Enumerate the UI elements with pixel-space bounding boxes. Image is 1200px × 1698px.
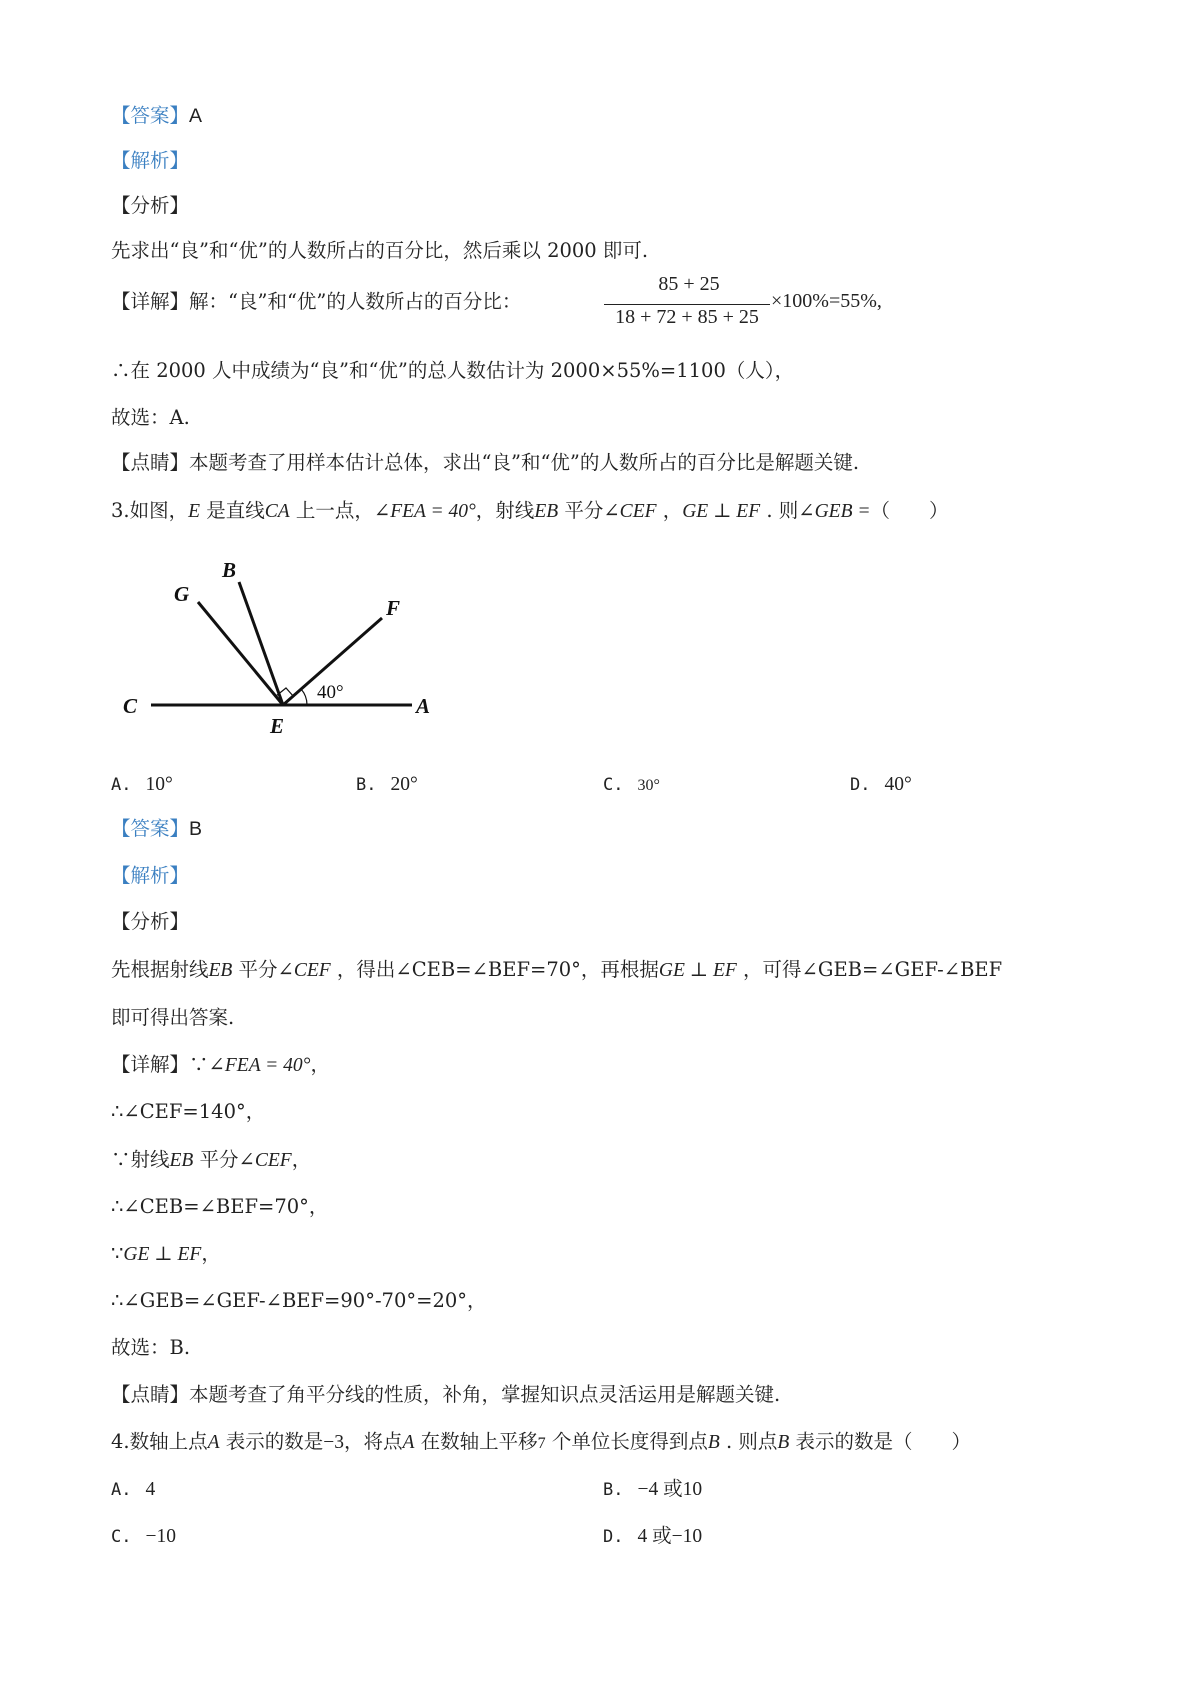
option-label: D. xyxy=(850,775,871,795)
dianjing-text: 本题考查了用样本估计总体，求出“良”和“优”的人数所占的百分比是解题关键. xyxy=(189,451,860,474)
label-C: C xyxy=(123,694,138,718)
stem-text: . 则点 xyxy=(719,1430,778,1453)
fenxi-text: 平分 xyxy=(232,958,278,981)
label-E: E xyxy=(270,714,285,738)
answer-value: A xyxy=(189,105,203,127)
answer-tag: 【答案】 xyxy=(111,817,190,840)
q3-stem-prefix: 3.如图， xyxy=(111,499,189,522)
q3-choice: 故选：B. xyxy=(111,1336,191,1359)
math-angle-cef: ∠CEF xyxy=(277,960,331,981)
stem-text: 个单位长度得到点 xyxy=(545,1430,708,1453)
option-label: D. xyxy=(603,1527,624,1547)
ray-eb xyxy=(239,582,283,705)
stem-text: ，射线 xyxy=(475,499,535,522)
option-value: 4 或−10 xyxy=(637,1526,703,1547)
fraction-denominator: 18 + 72 + 85 + 25 xyxy=(615,306,759,328)
fenxi-text: ，可得∠GEB=∠GEF-∠BEF xyxy=(736,958,1003,981)
fenxi-text: 先求出“良”和“优”的人数所占的百分比，然后乘以 2000 即可. xyxy=(111,239,649,262)
option-value: 10° xyxy=(145,774,173,795)
option-value: 20° xyxy=(390,774,418,795)
stem-text: （ ） xyxy=(870,499,949,522)
label-B: B xyxy=(222,558,237,582)
stem-text: 上一点， xyxy=(289,499,374,522)
math-angle-fea: ∠FEA = 40° xyxy=(373,501,476,522)
xiangjie-line xyxy=(111,288,521,316)
step-text: ， xyxy=(201,1242,221,1265)
fraction-tail: ×100%=55%, xyxy=(771,290,882,312)
math-B: B xyxy=(777,1432,790,1453)
angle-arc xyxy=(301,689,307,705)
q3-step5 xyxy=(111,1240,221,1269)
option-value: 4 xyxy=(145,1479,156,1500)
fenxi-text: 先根据射线 xyxy=(111,958,209,981)
option-value: −4 或10 xyxy=(637,1479,703,1500)
dianjing-tag: 【点睛】 xyxy=(111,451,190,474)
angle-label: 40° xyxy=(317,682,344,703)
q4-option-c[interactable] xyxy=(111,1522,176,1551)
q4-stem xyxy=(111,1428,971,1458)
math-CA: CA xyxy=(264,501,290,522)
math-7: 7 xyxy=(537,1435,546,1452)
dianjing-text: 本题考查了角平分线的性质，补角，掌握知识点灵活运用是解题关键. xyxy=(189,1383,781,1406)
step-text: ∵ xyxy=(189,1053,209,1076)
stem-text: 表示的数是（ ） xyxy=(789,1430,971,1453)
math-perp: GE ⊥ EF xyxy=(682,501,761,522)
fraction-bar xyxy=(604,304,770,305)
q2-dianjing xyxy=(111,449,859,477)
step-text: ∵ xyxy=(111,1242,124,1265)
ray-eg xyxy=(198,602,283,705)
q3-option-c[interactable] xyxy=(603,770,660,800)
q3-fenxi-line1 xyxy=(111,956,1002,985)
step-text: ， xyxy=(291,1148,312,1171)
q3-step6: ∴∠GEB=∠GEF-∠BEF=90°-70°=20°， xyxy=(111,1289,487,1312)
q3-option-a[interactable] xyxy=(111,770,173,799)
stem-text: 4.数轴上点 xyxy=(111,1430,208,1453)
xiangjie-text: 解：“良”和“优”的人数所占的百分比： xyxy=(189,290,522,313)
analysis-tag: 【解析】 xyxy=(111,864,190,887)
q3-fenxi-line2: 即可得出答案. xyxy=(111,1006,235,1029)
stem-text: 平分 xyxy=(558,499,604,522)
q3-step3 xyxy=(111,1146,311,1175)
q4-option-a[interactable] xyxy=(111,1475,155,1504)
step-text: ∵射线 xyxy=(111,1148,170,1171)
fenxi-tag: 【分析】 xyxy=(111,194,190,217)
option-label: B. xyxy=(603,1480,624,1500)
q3-step2: ∴∠CEF=140°， xyxy=(111,1100,266,1123)
math-EB: EB xyxy=(169,1150,194,1171)
math-EB: EB xyxy=(534,501,559,522)
q3-step4: ∴∠CEB=∠BEF=70°， xyxy=(111,1195,329,1218)
stem-text: ，将点 xyxy=(343,1430,403,1453)
q3-answer-line xyxy=(111,815,202,843)
math-A: A xyxy=(402,1432,415,1453)
option-label: C. xyxy=(111,1527,132,1547)
q3-stem xyxy=(111,497,949,526)
q2-step-line: ∴在 2000 人中成绩为“良”和“优”的总人数估计为 2000×55%=1100（人）， xyxy=(111,359,795,382)
math-B: B xyxy=(707,1432,720,1453)
option-value: −10 xyxy=(145,1526,176,1547)
analysis-tag: 【解析】 xyxy=(111,149,190,172)
fraction-numerator: 85 + 25 xyxy=(658,273,720,295)
fenxi-tag: 【分析】 xyxy=(111,910,190,933)
xiangjie-tag: 【详解】 xyxy=(111,290,190,313)
option-label: A. xyxy=(111,775,132,795)
q3-option-b[interactable] xyxy=(356,770,418,799)
fenxi-text: ，得出∠CEB=∠BEF=70°，再根据 xyxy=(330,958,659,981)
option-label: A. xyxy=(111,1480,132,1500)
math-angle-cef: ∠CEF xyxy=(238,1150,292,1171)
math-angle-cef: ∠CEF xyxy=(603,501,657,522)
label-G: G xyxy=(174,582,190,606)
answer-tag: 【答案】 xyxy=(111,104,190,127)
label-A: A xyxy=(416,694,431,718)
option-label: C. xyxy=(603,775,624,795)
math-E: E xyxy=(188,501,201,522)
math-angle-fea: ∠FEA = 40° xyxy=(208,1055,311,1076)
step-text: 平分 xyxy=(193,1148,239,1171)
math-perp: GE ⊥ EF xyxy=(658,960,737,981)
q4-option-d[interactable] xyxy=(603,1522,702,1551)
stem-text: 是直线 xyxy=(200,499,265,522)
math-EB: EB xyxy=(208,960,233,981)
math-A: A xyxy=(207,1432,220,1453)
q3-step1 xyxy=(111,1051,330,1080)
stem-text: 表示的数是 xyxy=(219,1430,324,1453)
q3-option-d[interactable] xyxy=(850,770,912,799)
option-value: 30° xyxy=(637,777,660,794)
option-value: 40° xyxy=(884,774,912,795)
dianjing-tag: 【点睛】 xyxy=(111,1383,190,1406)
step-text: ， xyxy=(310,1053,330,1076)
q4-option-b[interactable] xyxy=(603,1475,702,1504)
stem-text: ， xyxy=(656,499,683,522)
q3-figure xyxy=(110,545,450,745)
answer-value: B xyxy=(189,818,203,840)
q2-answer-line xyxy=(111,102,202,130)
stem-text: . 则 xyxy=(760,499,799,522)
math-perp: GE ⊥ EF xyxy=(123,1244,202,1265)
label-F: F xyxy=(386,596,401,620)
q2-choice: 故选：A. xyxy=(111,406,190,429)
stem-text: 在数轴上平移 xyxy=(414,1430,538,1453)
xiangjie-tag: 【详解】 xyxy=(111,1053,190,1076)
math-angle-geb: ∠GEB = xyxy=(798,501,871,522)
option-label: B. xyxy=(356,775,377,795)
math-neg3: −3 xyxy=(323,1432,344,1453)
q3-dianjing xyxy=(111,1381,780,1409)
